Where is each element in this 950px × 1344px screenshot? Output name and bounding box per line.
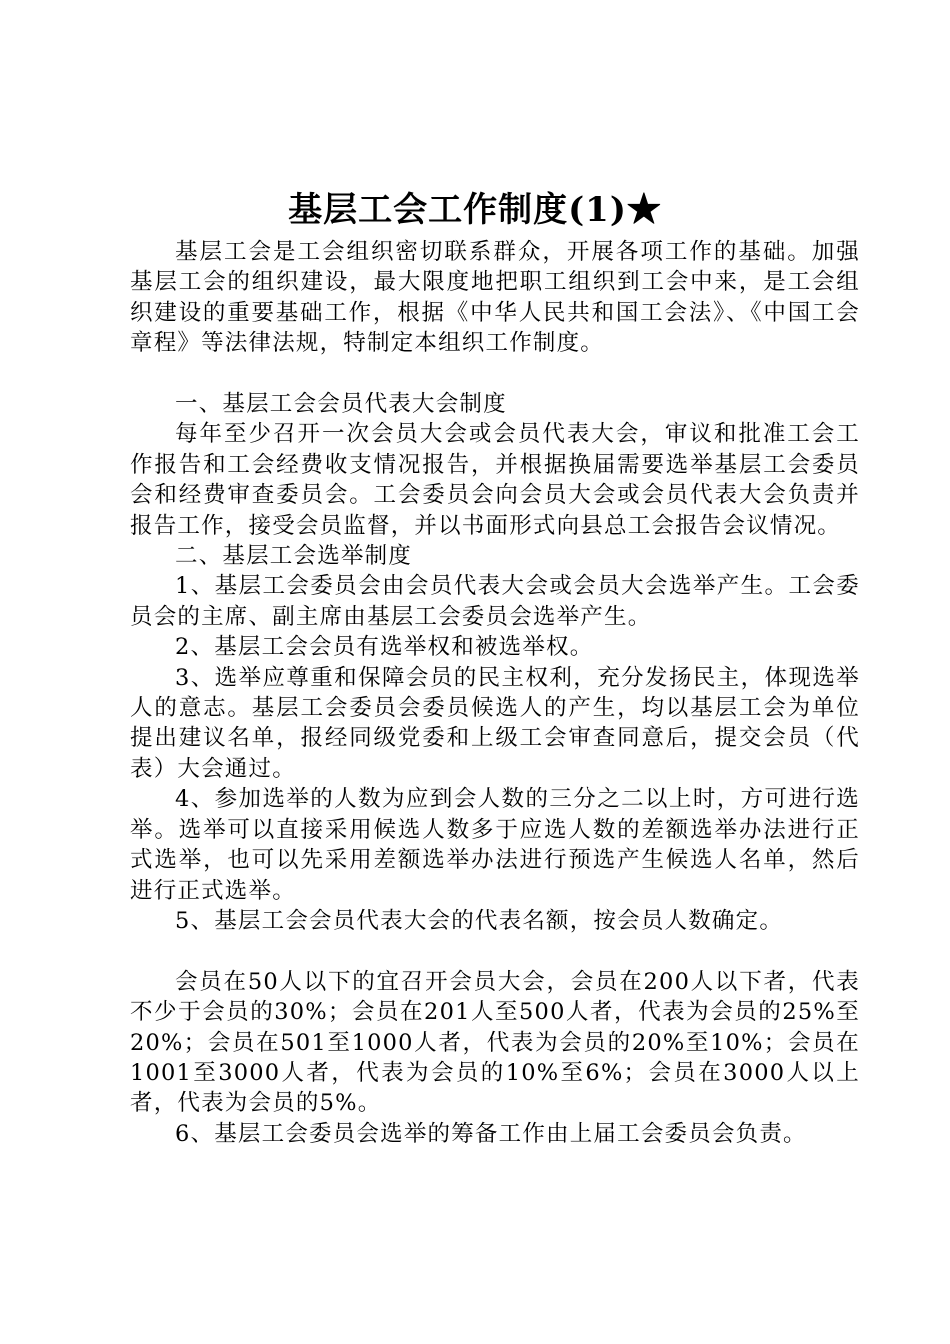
document-body xyxy=(130,237,860,1149)
quota-paragraph: 会员在50人以下的宜召开会员大会，会员在200人以下者，代表不少于会员的30%；会员在201人至500人者，代表为会员的25%至20%；会员在501至1000人者，代表为会员的20%至10%；会员在1001至3000人者，代表为会员的10%至6%；会员在3000人以上者，代表为会员的5%。 xyxy=(130,968,860,1117)
section-heading-2: 二、基层工会选举制度 xyxy=(175,543,413,570)
item-5-paragraph: 5、基层工会会员代表大会的代表名额，按会员人数确定。 xyxy=(175,907,784,934)
item-1-paragraph: 1、基层工会委员会由会员代表大会或会员大会选举产生。工会委员会的主席、副主席由基层工会委员会选举产生。 xyxy=(130,573,860,630)
document-title: 基层工会工作制度(1)★ xyxy=(288,190,662,230)
section-heading-1: 一、基层工会会员代表大会制度 xyxy=(175,391,507,418)
item-2-paragraph: 2、基层工会会员有选举权和被选举权。 xyxy=(175,634,594,661)
item-4-paragraph: 4、参加选举的人数为应到会人数的三分之二以上时，方可进行选举。选举可以直接采用候选人数多于应选人数的差额选举办法进行正式选举，也可以先采用差额选举办法进行预选产生候选人名单，然后进行正式选举。 xyxy=(130,786,860,904)
section-1-paragraph: 每年至少召开一次会员大会或会员代表大会，审议和批准工会工作报告和工会经费收支情况报告，并根据换届需要选举基层工会委员会和经费审查委员会。工会委员会向会员大会或会员代表大会负责并报告工作，接受会员监督，并以书面形式向县总工会报告会议情况。 xyxy=(130,421,860,539)
intro-paragraph: 基层工会是工会组织密切联系群众，开展各项工作的基础。加强基层工会的组织建设，最大限度地把职工组织到工会中来，是工会组织建设的重要基础工作，根据《中华人民共和国工会法》、《中国工会章程》等法律法规，特制定本组织工作制度。 xyxy=(130,239,860,357)
item-3-paragraph: 3、选举应尊重和保障会员的民主权利，充分发扬民主，体现选举人的意志。基层工会委员会委员候选人的产生，均以基层工会为单位提出建议名单，报经同级党委和上级工会审查同意后，提交会员（代表）大会通过。 xyxy=(130,664,860,782)
item-6-paragraph: 6、基层工会委员会选举的筹备工作由上届工会委员会负责。 xyxy=(175,1120,807,1147)
